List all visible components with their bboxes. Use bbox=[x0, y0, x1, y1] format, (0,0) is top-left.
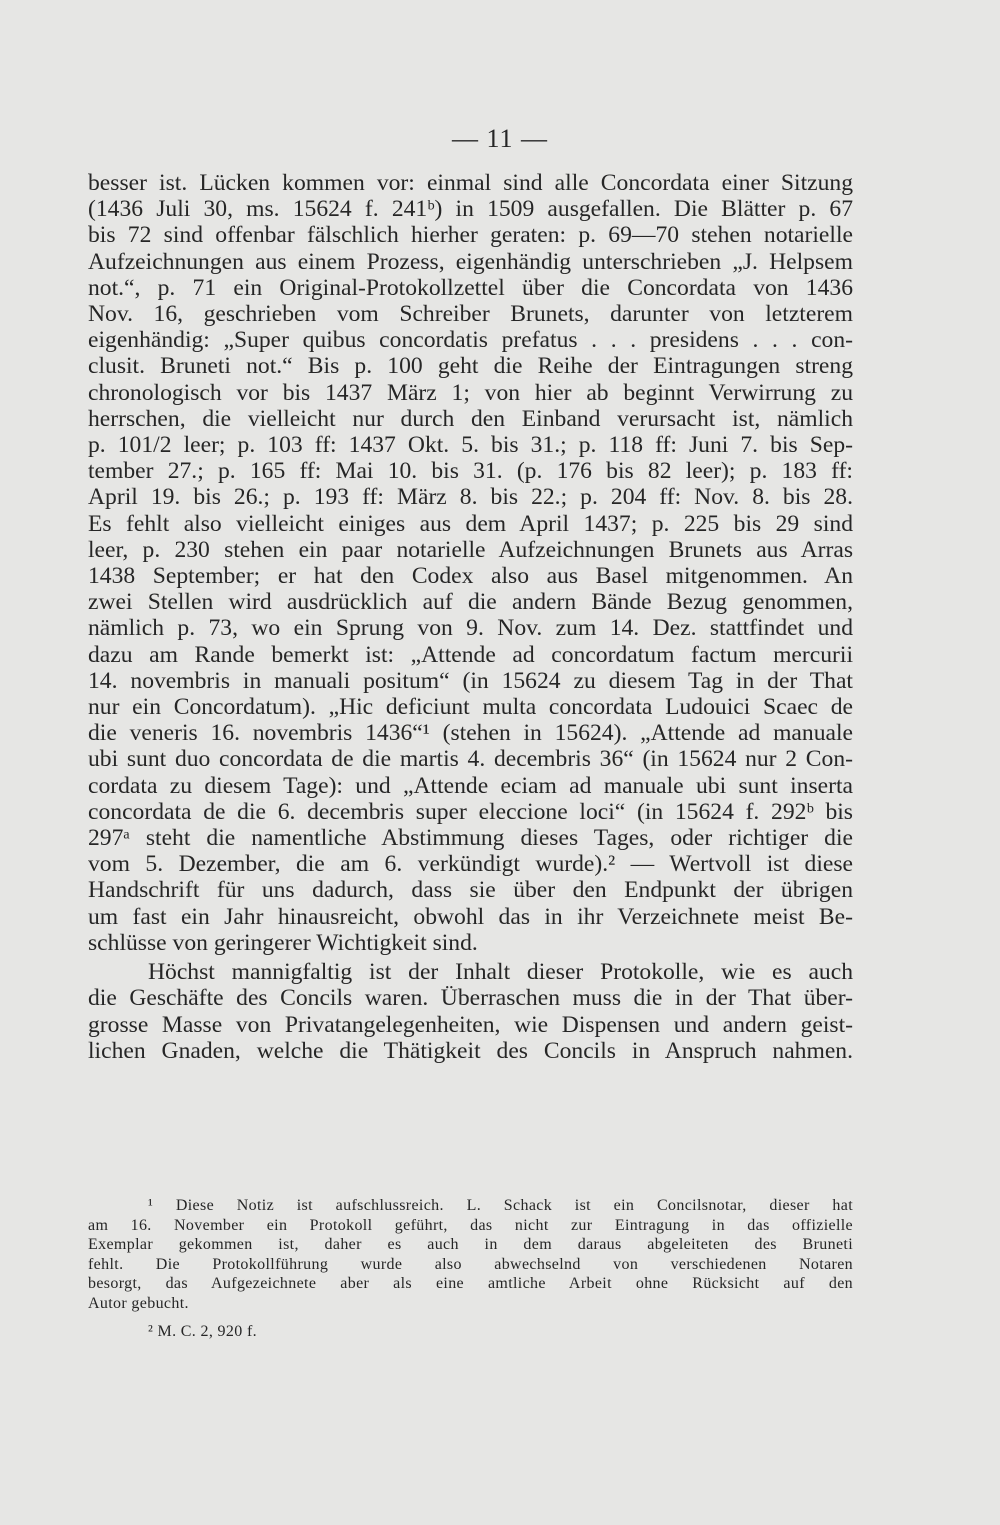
text-line: clusit. Bruneti not.“ Bis p. 100 geht die Reihe der Eintragungen streng bbox=[88, 353, 853, 380]
text-line: April 19. bis 26.; p. 193 ff: März 8. bis 22.; p. 204 ff: Nov. 8. bis 28. bbox=[88, 484, 853, 511]
footnote-line: ² M. C. 2, 920 f. bbox=[148, 1322, 257, 1340]
footnote-2 bbox=[88, 1322, 853, 1342]
text-line: (1436 Juli 30, ms. 15624 f. 241ᵇ) in 1509 ausgefallen. Die Blätter p. 67 bbox=[88, 196, 853, 223]
text-line: herrschen, die vielleicht nur durch den Einband verursacht ist, nämlich bbox=[88, 405, 853, 432]
text-line: um fast ein Jahr hinausreicht, obwohl das in ihr Verzeichnete meist Be- bbox=[88, 903, 853, 930]
text-line: Handschrift für uns dadurch, dass sie über den Endpunkt der übrigen bbox=[88, 877, 853, 904]
text-line: ubi sunt duo concordata de die martis 4. decembris 36“ (in 15624 nur 2 Con- bbox=[88, 746, 853, 773]
text-line: 297ᵃ steht die namentliche Abstimmung dieses Tages, oder richtiger die bbox=[88, 825, 853, 852]
text-line: zwei Stellen wird ausdrücklich auf die andern Bände Bezug genommen, bbox=[88, 589, 853, 616]
footnote-line: am 16. November ein Protokoll geführt, das nicht zur Eintragung in das offizielle bbox=[88, 1216, 853, 1234]
body-text bbox=[88, 170, 853, 1064]
text-line: cordata zu diesem Tage): und „Attende eciam ad manuale ubi sunt inserta bbox=[88, 772, 853, 799]
text-line: Aufzeichnungen aus einem Prozess, eigenhändig unterschrieben „J. Helpsem bbox=[88, 248, 853, 275]
text-line: 1438 September; er hat den Codex also aus Basel mitgenommen. An bbox=[88, 563, 853, 590]
text-line: Es fehlt also vielleicht einiges aus dem April 1437; p. 225 bis 29 sind bbox=[88, 510, 853, 537]
text-line: p. 101/2 leer; p. 103 ff: 1437 Okt. 5. bis 31.; p. 118 ff: Juni 7. bis Sep- bbox=[88, 432, 853, 459]
footnotes bbox=[88, 1196, 853, 1341]
text-line: bis 72 sind offenbar fälschlich hierher geraten: p. 69—70 stehen notarielle bbox=[88, 222, 853, 249]
text-line: die Geschäfte des Concils waren. Überraschen muss die in der That über- bbox=[88, 985, 853, 1012]
text-line: eigenhändig: „Super quibus concordatis prefatus . . . presidens . . . con- bbox=[88, 327, 853, 354]
text-line: dazu am Rande bemerkt ist: „Attende ad concordatum factum mercurii bbox=[88, 641, 853, 668]
text-line: 14. novembris in manuali positum“ (in 15624 zu diesem Tag in der That bbox=[88, 667, 853, 694]
paragraph-1 bbox=[88, 170, 853, 956]
text-line: schlüsse von geringerer Wichtigkeit sind. bbox=[88, 929, 478, 956]
text-line: leer, p. 230 stehen ein paar notarielle Aufzeichnungen Brunets aus Arras bbox=[88, 536, 853, 563]
text-line: Nov. 16, geschrieben vom Schreiber Brunets, darunter von letzterem bbox=[88, 301, 853, 328]
text-line: die veneris 16. novembris 1436“¹ (stehen in 15624). „Attende ad manuale bbox=[88, 720, 853, 747]
footnote-line: fehlt. Die Protokollführung wurde also abwechselnd von verschiedenen Notaren bbox=[88, 1255, 853, 1273]
footnote-line: ¹ Diese Notiz ist aufschlussreich. L. Schack ist ein Concilsnotar, dieser hat bbox=[148, 1197, 853, 1214]
page-number: — 11 — bbox=[451, 124, 549, 153]
paragraph-2 bbox=[88, 959, 853, 1064]
text-line: nur ein Concordatum). „Hic deficiunt multa concordata Ludouici Scaec de bbox=[88, 694, 853, 721]
footnote-line: Autor gebucht. bbox=[88, 1294, 189, 1312]
text-line: concordata de die 6. decembris super eleccione loci“ (in 15624 f. 292ᵇ bis bbox=[88, 798, 853, 825]
text-line: Höchst mannigfaltig ist der Inhalt dieser Protokolle, wie es auch bbox=[148, 959, 853, 986]
text-line: chronologisch vor bis 1437 März 1; von hier ab beginnt Verwirrung zu bbox=[88, 379, 853, 406]
footnote-1 bbox=[88, 1196, 853, 1314]
text-line: grosse Masse von Privatangelegenheiten, wie Dispensen und andern geist- bbox=[88, 1011, 853, 1038]
text-line: nämlich p. 73, wo ein Sprung von 9. Nov. zum 14. Dez. stattfindet und bbox=[88, 615, 853, 642]
text-line: tember 27.; p. 165 ff: Mai 10. bis 31. (p. 176 bis 82 leer); p. 183 ff: bbox=[88, 458, 853, 485]
footnote-line: Exemplar gekommen ist, daher es auch in dem daraus abgeleiteten des Bruneti bbox=[88, 1236, 853, 1254]
text-line: not.“, p. 71 ein Original-Protokollzettel über die Concordata von 1436 bbox=[88, 274, 853, 301]
footnote-line: besorgt, das Aufgezeichnete aber als eine amtliche Arbeit ohne Rücksicht auf den bbox=[88, 1275, 853, 1293]
text-line: besser ist. Lücken kommen vor: einmal sind alle Concordata einer Sitzung bbox=[88, 170, 853, 196]
text-line: lichen Gnaden, welche die Thätigkeit des Concils in Anspruch nahmen. bbox=[88, 1037, 853, 1064]
text-line: vom 5. Dezember, die am 6. verkündigt wurde).² — Wertvoll ist diese bbox=[88, 851, 853, 878]
